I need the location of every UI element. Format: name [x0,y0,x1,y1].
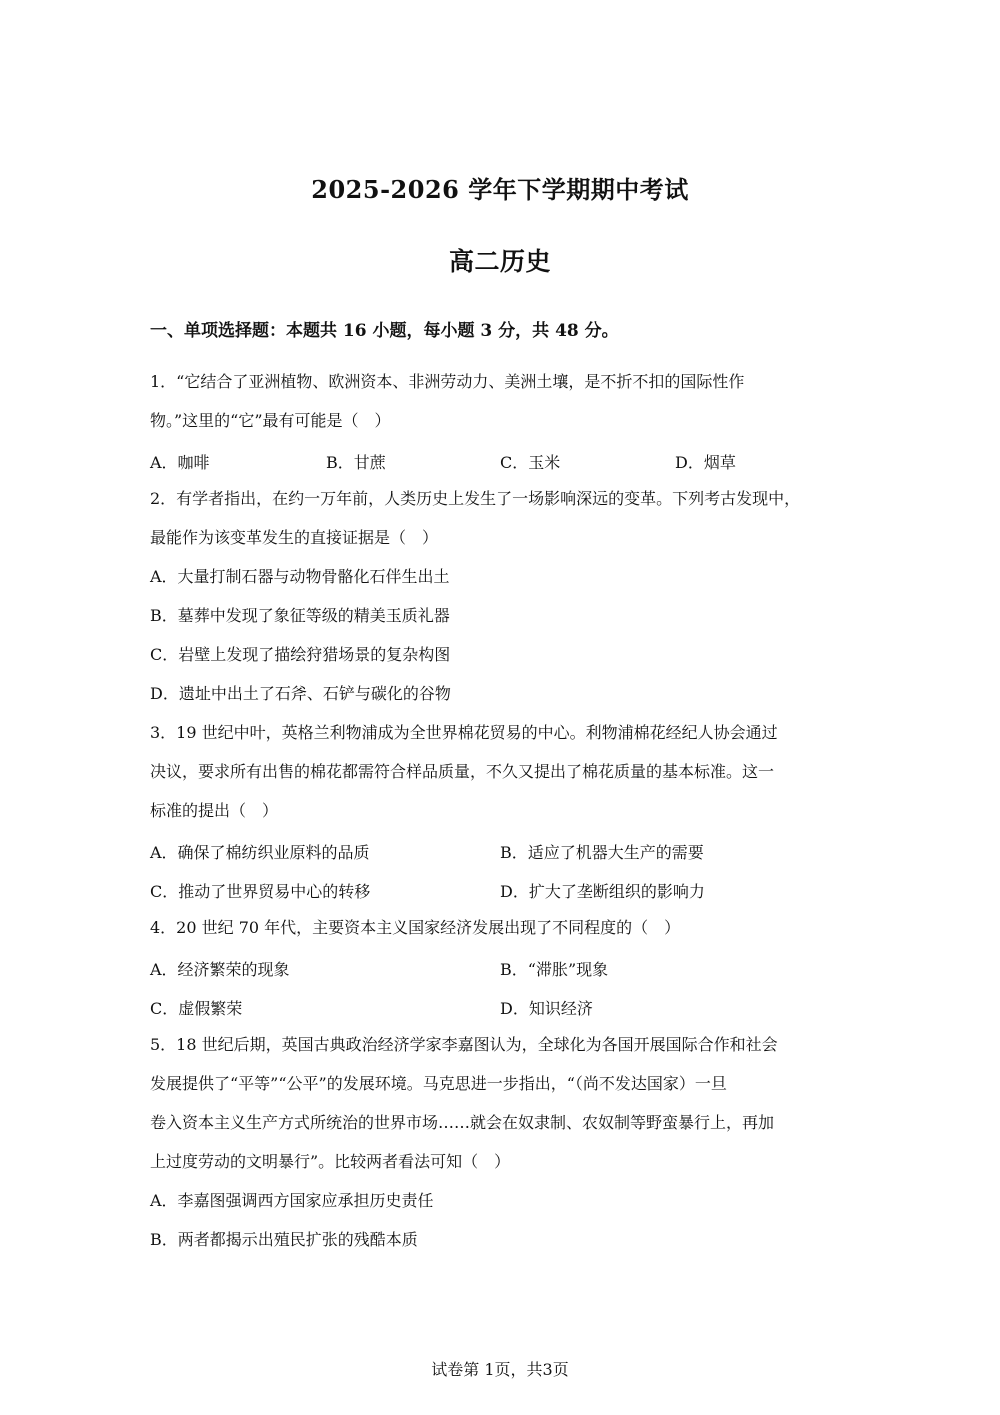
question-stem-line: 最能作为该变革发生的直接证据是（ ） [150,528,439,547]
question-stem-line: 4．20 世纪 70 年代，主要资本主义国家经济发展出现了不同程度的（ ） [150,918,681,937]
option-a: A．咖啡 [150,453,210,472]
option-d: D．知识经济 [500,999,593,1018]
question-stem-line: 3．19 世纪中叶，英格兰利物浦成为全世界棉花贸易的中心。利物浦棉花经纪人协会通过 [150,723,778,742]
option-c: C．虚假繁荣 [150,999,243,1018]
option-a: A．李嘉图强调西方国家应承担历史责任 [150,1191,434,1210]
option-c: C．玉米 [500,453,561,472]
option-b: B．甘蔗 [326,453,386,472]
question-stem-line: 上过度劳动的文明暴行”。比较两者看法可知（ ） [150,1152,511,1171]
page-footer: 试卷第 1页，共3页 [431,1360,569,1379]
option-c: C．岩壁上发现了描绘狩猎场景的复杂构图 [150,645,451,664]
option-d: D．烟草 [675,453,736,472]
question-stem-line: 2．有学者指出，在约一万年前，人类历史上发生了一场影响深远的变革。下列考古发现中， [150,489,801,508]
option-a: A．确保了棉纺织业原料的品质 [150,843,370,862]
option-b: B．适应了机器大生产的需要 [500,843,704,862]
option-b: B．两者都揭示出殖民扩张的残酷本质 [150,1230,418,1249]
question-stem-line: 5．18 世纪后期，英国古典政治经济学家李嘉图认为，全球化为各国开展国际合作和社会 [150,1035,778,1054]
option-d: D．遗址中出土了石斧、石铲与碳化的谷物 [150,684,451,703]
option-c: C．推动了世界贸易中心的转移 [150,882,371,901]
option-d: D．扩大了垄断组织的影响力 [500,882,705,901]
exam-title: 2025-2026 学年下学期期中考试 [311,175,689,204]
option-a: A．经济繁荣的现象 [150,960,290,979]
option-b: B．“滞胀”现象 [500,960,609,979]
option-a: A．大量打制石器与动物骨骼化石伴生出土 [150,567,450,586]
question-stem-line: 物。”这里的“它”最有可能是（ ） [150,411,391,430]
question-stem-line: 发展提供了“平等”“公平”的发展环境。马克思进一步指出，“（尚不发达国家）一旦 [150,1074,727,1093]
question-stem-line: 决议，要求所有出售的棉花都需符合样品质量，不久又提出了棉花质量的基本标准。这一 [150,762,775,781]
question-stem-line: 1．“它结合了亚洲植物、欧洲资本、非洲劳动力、美洲土壤，是不折不扣的国际性作 [150,372,745,391]
section-heading: 一、单项选择题：本题共 16 小题，每小题 3 分，共 48 分。 [150,321,619,341]
subject-title: 高二历史 [448,247,551,276]
question-stem-line: 标准的提出（ ） [150,801,279,820]
question-stem-line: 卷入资本主义生产方式所统治的世界市场……就会在奴隶制、农奴制等野蛮暴行上，再加 [150,1113,775,1132]
option-b: B．墓葬中发现了象征等级的精美玉质礼器 [150,606,450,625]
